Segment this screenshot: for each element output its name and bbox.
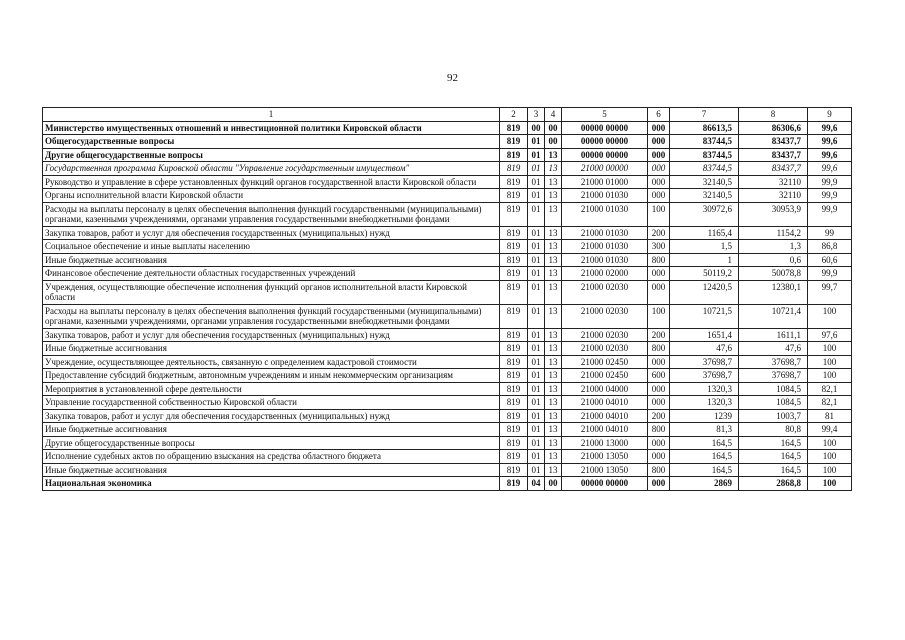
table-row xyxy=(43,175,852,189)
target-article-cell: 21000 02030 xyxy=(562,280,648,304)
section-code-cell: 01 xyxy=(528,342,545,356)
target-article-cell: 21000 13050 xyxy=(562,450,648,464)
planned-amount-cell: 1165,4 xyxy=(670,226,739,240)
row-name-cell: Закупка товаров, работ и услуг для обеспечения государственных (муниципальных) нужд xyxy=(43,409,500,423)
executed-amount-cell: 32110 xyxy=(739,189,808,203)
expense-type-cell: 000 xyxy=(648,267,670,281)
expense-type-cell: 000 xyxy=(648,280,670,304)
planned-amount-cell: 47,6 xyxy=(670,342,739,356)
expense-type-cell: 800 xyxy=(648,342,670,356)
section-code-cell: 01 xyxy=(528,162,545,176)
chapter-code-cell: 819 xyxy=(500,148,528,162)
table-header-row xyxy=(43,108,852,122)
target-article-cell: 21000 01030 xyxy=(562,253,648,267)
header-cell: 2 xyxy=(500,108,528,122)
header-cell: 9 xyxy=(808,108,852,122)
header-cell: 5 xyxy=(562,108,648,122)
section-code-cell: 01 xyxy=(528,226,545,240)
row-name-cell: Управление государственной собственностью Кировской области xyxy=(43,396,500,410)
row-name-cell: Закупка товаров, работ и услуг для обеспечения государственных (муниципальных) нужд xyxy=(43,226,500,240)
target-article-cell: 21000 02030 xyxy=(562,342,648,356)
section-code-cell: 01 xyxy=(528,280,545,304)
chapter-code-cell: 819 xyxy=(500,382,528,396)
planned-amount-cell: 1 xyxy=(670,253,739,267)
executed-amount-cell: 83437,7 xyxy=(739,148,808,162)
section-code-cell: 01 xyxy=(528,202,545,226)
section-code-cell: 01 xyxy=(528,396,545,410)
row-name-cell: Другие общегосударственные вопросы xyxy=(43,436,500,450)
subsection-code-cell: 13 xyxy=(545,328,562,342)
row-name-cell: Расходы на выплаты персоналу в целях обеспечения выполнения функций государственными (муниципальными) органами, казенными учреждениями, органами управления государственными внебюджетными фондами xyxy=(43,202,500,226)
subsection-code-cell: 13 xyxy=(545,148,562,162)
row-name-cell: Органы исполнительной власти Кировской области xyxy=(43,189,500,203)
execution-percent-cell: 100 xyxy=(808,355,852,369)
expense-type-cell: 000 xyxy=(648,396,670,410)
subsection-code-cell: 13 xyxy=(545,304,562,328)
section-code-cell: 01 xyxy=(528,423,545,437)
subsection-code-cell: 13 xyxy=(545,396,562,410)
chapter-code-cell: 819 xyxy=(500,175,528,189)
planned-amount-cell: 1320,3 xyxy=(670,382,739,396)
expense-type-cell: 100 xyxy=(648,202,670,226)
subsection-code-cell: 00 xyxy=(545,477,562,491)
header-cell: 1 xyxy=(43,108,500,122)
page-number: 92 xyxy=(447,72,458,84)
section-code-cell: 01 xyxy=(528,135,545,149)
section-code-cell: 01 xyxy=(528,328,545,342)
planned-amount-cell: 32140,5 xyxy=(670,175,739,189)
expense-type-cell: 000 xyxy=(648,189,670,203)
chapter-code-cell: 819 xyxy=(500,396,528,410)
target-article-cell: 21000 13000 xyxy=(562,436,648,450)
chapter-code-cell: 819 xyxy=(500,342,528,356)
planned-amount-cell: 10721,5 xyxy=(670,304,739,328)
section-code-cell: 04 xyxy=(528,477,545,491)
planned-amount-cell: 30972,6 xyxy=(670,202,739,226)
execution-percent-cell: 99,9 xyxy=(808,175,852,189)
planned-amount-cell: 1,5 xyxy=(670,240,739,254)
section-code-cell: 01 xyxy=(528,409,545,423)
target-article-cell: 21000 01000 xyxy=(562,175,648,189)
section-code-cell: 01 xyxy=(528,382,545,396)
table-row xyxy=(43,396,852,410)
subsection-code-cell: 13 xyxy=(545,175,562,189)
chapter-code-cell: 819 xyxy=(500,423,528,437)
header-cell: 3 xyxy=(528,108,545,122)
planned-amount-cell: 86613,5 xyxy=(670,121,739,135)
row-name-cell: Учреждения, осуществляющие обеспечение исполнения функций органов исполнительной власти Кировской области xyxy=(43,280,500,304)
target-article-cell: 21000 01030 xyxy=(562,202,648,226)
target-article-cell: 00000 00000 xyxy=(562,477,648,491)
chapter-code-cell: 819 xyxy=(500,202,528,226)
execution-percent-cell: 100 xyxy=(808,304,852,328)
executed-amount-cell: 164,5 xyxy=(739,450,808,464)
subsection-code-cell: 13 xyxy=(545,189,562,203)
executed-amount-cell: 50078,8 xyxy=(739,267,808,281)
target-article-cell: 00000 00000 xyxy=(562,148,648,162)
subsection-code-cell: 13 xyxy=(545,280,562,304)
planned-amount-cell: 83744,5 xyxy=(670,162,739,176)
expense-type-cell: 800 xyxy=(648,423,670,437)
planned-amount-cell: 12420,5 xyxy=(670,280,739,304)
row-name-cell: Расходы на выплаты персоналу в целях обеспечения выполнения функций государственными (муниципальными) органами, казенными учреждениями, органами управления государственными внебюджетными фондами xyxy=(43,304,500,328)
subsection-code-cell: 13 xyxy=(545,162,562,176)
row-name-cell: Руководство и управление в сфере установленных функций органов государственной власти Кировской области xyxy=(43,175,500,189)
execution-percent-cell: 99,4 xyxy=(808,423,852,437)
executed-amount-cell: 1,3 xyxy=(739,240,808,254)
execution-percent-cell: 100 xyxy=(808,477,852,491)
table-row xyxy=(43,280,852,304)
executed-amount-cell: 0,6 xyxy=(739,253,808,267)
execution-percent-cell: 99,9 xyxy=(808,202,852,226)
section-code-cell: 01 xyxy=(528,240,545,254)
chapter-code-cell: 819 xyxy=(500,162,528,176)
planned-amount-cell: 37698,7 xyxy=(670,369,739,383)
expense-type-cell: 000 xyxy=(648,121,670,135)
planned-amount-cell: 164,5 xyxy=(670,436,739,450)
section-code-cell: 01 xyxy=(528,436,545,450)
target-article-cell: 21000 02030 xyxy=(562,328,648,342)
executed-amount-cell: 164,5 xyxy=(739,436,808,450)
expense-type-cell: 200 xyxy=(648,409,670,423)
subsection-code-cell: 13 xyxy=(545,253,562,267)
section-code-cell: 01 xyxy=(528,369,545,383)
subsection-code-cell: 13 xyxy=(545,202,562,226)
subsection-code-cell: 13 xyxy=(545,369,562,383)
row-name-cell: Финансовое обеспечение деятельности областных государственных учреждений xyxy=(43,267,500,281)
subsection-code-cell: 13 xyxy=(545,436,562,450)
expense-type-cell: 200 xyxy=(648,328,670,342)
table-row xyxy=(43,328,852,342)
expense-type-cell: 000 xyxy=(648,148,670,162)
table-row xyxy=(43,477,852,491)
executed-amount-cell: 1084,5 xyxy=(739,396,808,410)
executed-amount-cell: 83437,7 xyxy=(739,135,808,149)
expense-type-cell: 100 xyxy=(648,304,670,328)
chapter-code-cell: 819 xyxy=(500,450,528,464)
subsection-code-cell: 13 xyxy=(545,355,562,369)
table-row xyxy=(43,267,852,281)
section-code-cell: 01 xyxy=(528,355,545,369)
expense-type-cell: 000 xyxy=(648,436,670,450)
row-name-cell: Государственная программа Кировской области "Управление государственным имуществом" xyxy=(43,162,500,176)
expense-type-cell: 000 xyxy=(648,382,670,396)
table-row xyxy=(43,162,852,176)
section-code-cell: 00 xyxy=(528,121,545,135)
section-code-cell: 01 xyxy=(528,267,545,281)
chapter-code-cell: 819 xyxy=(500,189,528,203)
chapter-code-cell: 819 xyxy=(500,409,528,423)
chapter-code-cell: 819 xyxy=(500,369,528,383)
target-article-cell: 21000 04010 xyxy=(562,409,648,423)
chapter-code-cell: 819 xyxy=(500,436,528,450)
table-row xyxy=(43,189,852,203)
expense-type-cell: 000 xyxy=(648,450,670,464)
execution-percent-cell: 99,6 xyxy=(808,121,852,135)
header-cell: 4 xyxy=(545,108,562,122)
row-name-cell: Министерство имущественных отношений и инвестиционной политики Кировской области xyxy=(43,121,500,135)
row-name-cell: Иные бюджетные ассигнования xyxy=(43,423,500,437)
expense-type-cell: 000 xyxy=(648,135,670,149)
execution-percent-cell: 100 xyxy=(808,463,852,477)
executed-amount-cell: 47,6 xyxy=(739,342,808,356)
expense-type-cell: 800 xyxy=(648,463,670,477)
chapter-code-cell: 819 xyxy=(500,304,528,328)
header-cell: 6 xyxy=(648,108,670,122)
target-article-cell: 21000 02450 xyxy=(562,355,648,369)
execution-percent-cell: 100 xyxy=(808,369,852,383)
row-name-cell: Социальное обеспечение и иные выплаты населению xyxy=(43,240,500,254)
executed-amount-cell: 1084,5 xyxy=(739,382,808,396)
row-name-cell: Другие общегосударственные вопросы xyxy=(43,148,500,162)
section-code-cell: 01 xyxy=(528,463,545,477)
executed-amount-cell: 37698,7 xyxy=(739,355,808,369)
chapter-code-cell: 819 xyxy=(500,280,528,304)
header-cell: 7 xyxy=(670,108,739,122)
execution-percent-cell: 82,1 xyxy=(808,396,852,410)
planned-amount-cell: 83744,5 xyxy=(670,148,739,162)
table-row xyxy=(43,450,852,464)
planned-amount-cell: 81,3 xyxy=(670,423,739,437)
subsection-code-cell: 13 xyxy=(545,423,562,437)
target-article-cell: 21000 02030 xyxy=(562,304,648,328)
table-row xyxy=(43,355,852,369)
execution-percent-cell: 100 xyxy=(808,436,852,450)
subsection-code-cell: 13 xyxy=(545,267,562,281)
planned-amount-cell: 164,5 xyxy=(670,463,739,477)
table-row xyxy=(43,436,852,450)
executed-amount-cell: 2868,8 xyxy=(739,477,808,491)
target-article-cell: 21000 02000 xyxy=(562,267,648,281)
row-name-cell: Закупка товаров, работ и услуг для обеспечения государственных (муниципальных) нужд xyxy=(43,328,500,342)
target-article-cell: 21000 04010 xyxy=(562,396,648,410)
execution-percent-cell: 100 xyxy=(808,450,852,464)
table-row xyxy=(43,382,852,396)
chapter-code-cell: 819 xyxy=(500,226,528,240)
table-row xyxy=(43,135,852,149)
executed-amount-cell: 86306,6 xyxy=(739,121,808,135)
subsection-code-cell: 00 xyxy=(545,121,562,135)
section-code-cell: 01 xyxy=(528,253,545,267)
chapter-code-cell: 819 xyxy=(500,121,528,135)
row-name-cell: Иные бюджетные ассигнования xyxy=(43,342,500,356)
executed-amount-cell: 1003,7 xyxy=(739,409,808,423)
table-row xyxy=(43,148,852,162)
table-row xyxy=(43,202,852,226)
budget-table xyxy=(42,107,852,491)
header-cell: 8 xyxy=(739,108,808,122)
target-article-cell: 21000 00000 xyxy=(562,162,648,176)
execution-percent-cell: 99 xyxy=(808,226,852,240)
row-name-cell: Иные бюджетные ассигнования xyxy=(43,253,500,267)
chapter-code-cell: 819 xyxy=(500,253,528,267)
planned-amount-cell: 1651,4 xyxy=(670,328,739,342)
section-code-cell: 01 xyxy=(528,148,545,162)
executed-amount-cell: 164,5 xyxy=(739,463,808,477)
expense-type-cell: 000 xyxy=(648,162,670,176)
executed-amount-cell: 10721,4 xyxy=(739,304,808,328)
execution-percent-cell: 60,6 xyxy=(808,253,852,267)
subsection-code-cell: 13 xyxy=(545,382,562,396)
table-row xyxy=(43,369,852,383)
target-article-cell: 00000 00000 xyxy=(562,135,648,149)
table-row xyxy=(43,121,852,135)
chapter-code-cell: 819 xyxy=(500,135,528,149)
expense-type-cell: 600 xyxy=(648,369,670,383)
subsection-code-cell: 13 xyxy=(545,240,562,254)
chapter-code-cell: 819 xyxy=(500,477,528,491)
executed-amount-cell: 80,8 xyxy=(739,423,808,437)
planned-amount-cell: 37698,7 xyxy=(670,355,739,369)
target-article-cell: 21000 04010 xyxy=(562,423,648,437)
planned-amount-cell: 1239 xyxy=(670,409,739,423)
target-article-cell: 21000 01030 xyxy=(562,240,648,254)
execution-percent-cell: 100 xyxy=(808,342,852,356)
chapter-code-cell: 819 xyxy=(500,328,528,342)
execution-percent-cell: 86,8 xyxy=(808,240,852,254)
expense-type-cell: 000 xyxy=(648,175,670,189)
section-code-cell: 01 xyxy=(528,450,545,464)
execution-percent-cell: 99,7 xyxy=(808,280,852,304)
target-article-cell: 00000 00000 xyxy=(562,121,648,135)
subsection-code-cell: 13 xyxy=(545,450,562,464)
execution-percent-cell: 81 xyxy=(808,409,852,423)
chapter-code-cell: 819 xyxy=(500,240,528,254)
execution-percent-cell: 99,6 xyxy=(808,162,852,176)
table-row xyxy=(43,409,852,423)
row-name-cell: Исполнение судебных актов по обращению взыскания на средства областного бюджета xyxy=(43,450,500,464)
subsection-code-cell: 13 xyxy=(545,409,562,423)
section-code-cell: 01 xyxy=(528,304,545,328)
target-article-cell: 21000 04000 xyxy=(562,382,648,396)
planned-amount-cell: 2869 xyxy=(670,477,739,491)
table-row xyxy=(43,240,852,254)
executed-amount-cell: 37698,7 xyxy=(739,369,808,383)
row-name-cell: Национальная экономика xyxy=(43,477,500,491)
expense-type-cell: 000 xyxy=(648,477,670,491)
executed-amount-cell: 83437,7 xyxy=(739,162,808,176)
expense-type-cell: 800 xyxy=(648,253,670,267)
execution-percent-cell: 99,6 xyxy=(808,148,852,162)
table-row xyxy=(43,342,852,356)
planned-amount-cell: 1320,3 xyxy=(670,396,739,410)
executed-amount-cell: 1154,2 xyxy=(739,226,808,240)
planned-amount-cell: 164,5 xyxy=(670,450,739,464)
table-row xyxy=(43,423,852,437)
row-name-cell: Предоставление субсидий бюджетным, автономным учреждениям и иным некоммерческим организациям xyxy=(43,369,500,383)
executed-amount-cell: 30953,9 xyxy=(739,202,808,226)
execution-percent-cell: 99,9 xyxy=(808,189,852,203)
execution-percent-cell: 99,6 xyxy=(808,135,852,149)
planned-amount-cell: 50119,2 xyxy=(670,267,739,281)
execution-percent-cell: 97,6 xyxy=(808,328,852,342)
executed-amount-cell: 32110 xyxy=(739,175,808,189)
subsection-code-cell: 13 xyxy=(545,226,562,240)
expense-type-cell: 000 xyxy=(648,355,670,369)
table-row xyxy=(43,304,852,328)
row-name-cell: Общегосударственные вопросы xyxy=(43,135,500,149)
planned-amount-cell: 32140,5 xyxy=(670,189,739,203)
target-article-cell: 21000 02450 xyxy=(562,369,648,383)
chapter-code-cell: 819 xyxy=(500,463,528,477)
subsection-code-cell: 00 xyxy=(545,135,562,149)
row-name-cell: Иные бюджетные ассигнования xyxy=(43,463,500,477)
target-article-cell: 21000 13050 xyxy=(562,463,648,477)
row-name-cell: Мероприятия в установленной сфере деятельности xyxy=(43,382,500,396)
executed-amount-cell: 12380,1 xyxy=(739,280,808,304)
section-code-cell: 01 xyxy=(528,175,545,189)
expense-type-cell: 300 xyxy=(648,240,670,254)
execution-percent-cell: 82,1 xyxy=(808,382,852,396)
subsection-code-cell: 13 xyxy=(545,342,562,356)
target-article-cell: 21000 01030 xyxy=(562,189,648,203)
execution-percent-cell: 99,9 xyxy=(808,267,852,281)
chapter-code-cell: 819 xyxy=(500,267,528,281)
target-article-cell: 21000 01030 xyxy=(562,226,648,240)
expense-type-cell: 200 xyxy=(648,226,670,240)
table-row xyxy=(43,463,852,477)
executed-amount-cell: 1611,1 xyxy=(739,328,808,342)
planned-amount-cell: 83744,5 xyxy=(670,135,739,149)
chapter-code-cell: 819 xyxy=(500,355,528,369)
subsection-code-cell: 13 xyxy=(545,463,562,477)
row-name-cell: Учреждение, осуществляющее деятельность, связанную с определением кадастровой стоимости xyxy=(43,355,500,369)
section-code-cell: 01 xyxy=(528,189,545,203)
table-row xyxy=(43,226,852,240)
table-row xyxy=(43,253,852,267)
